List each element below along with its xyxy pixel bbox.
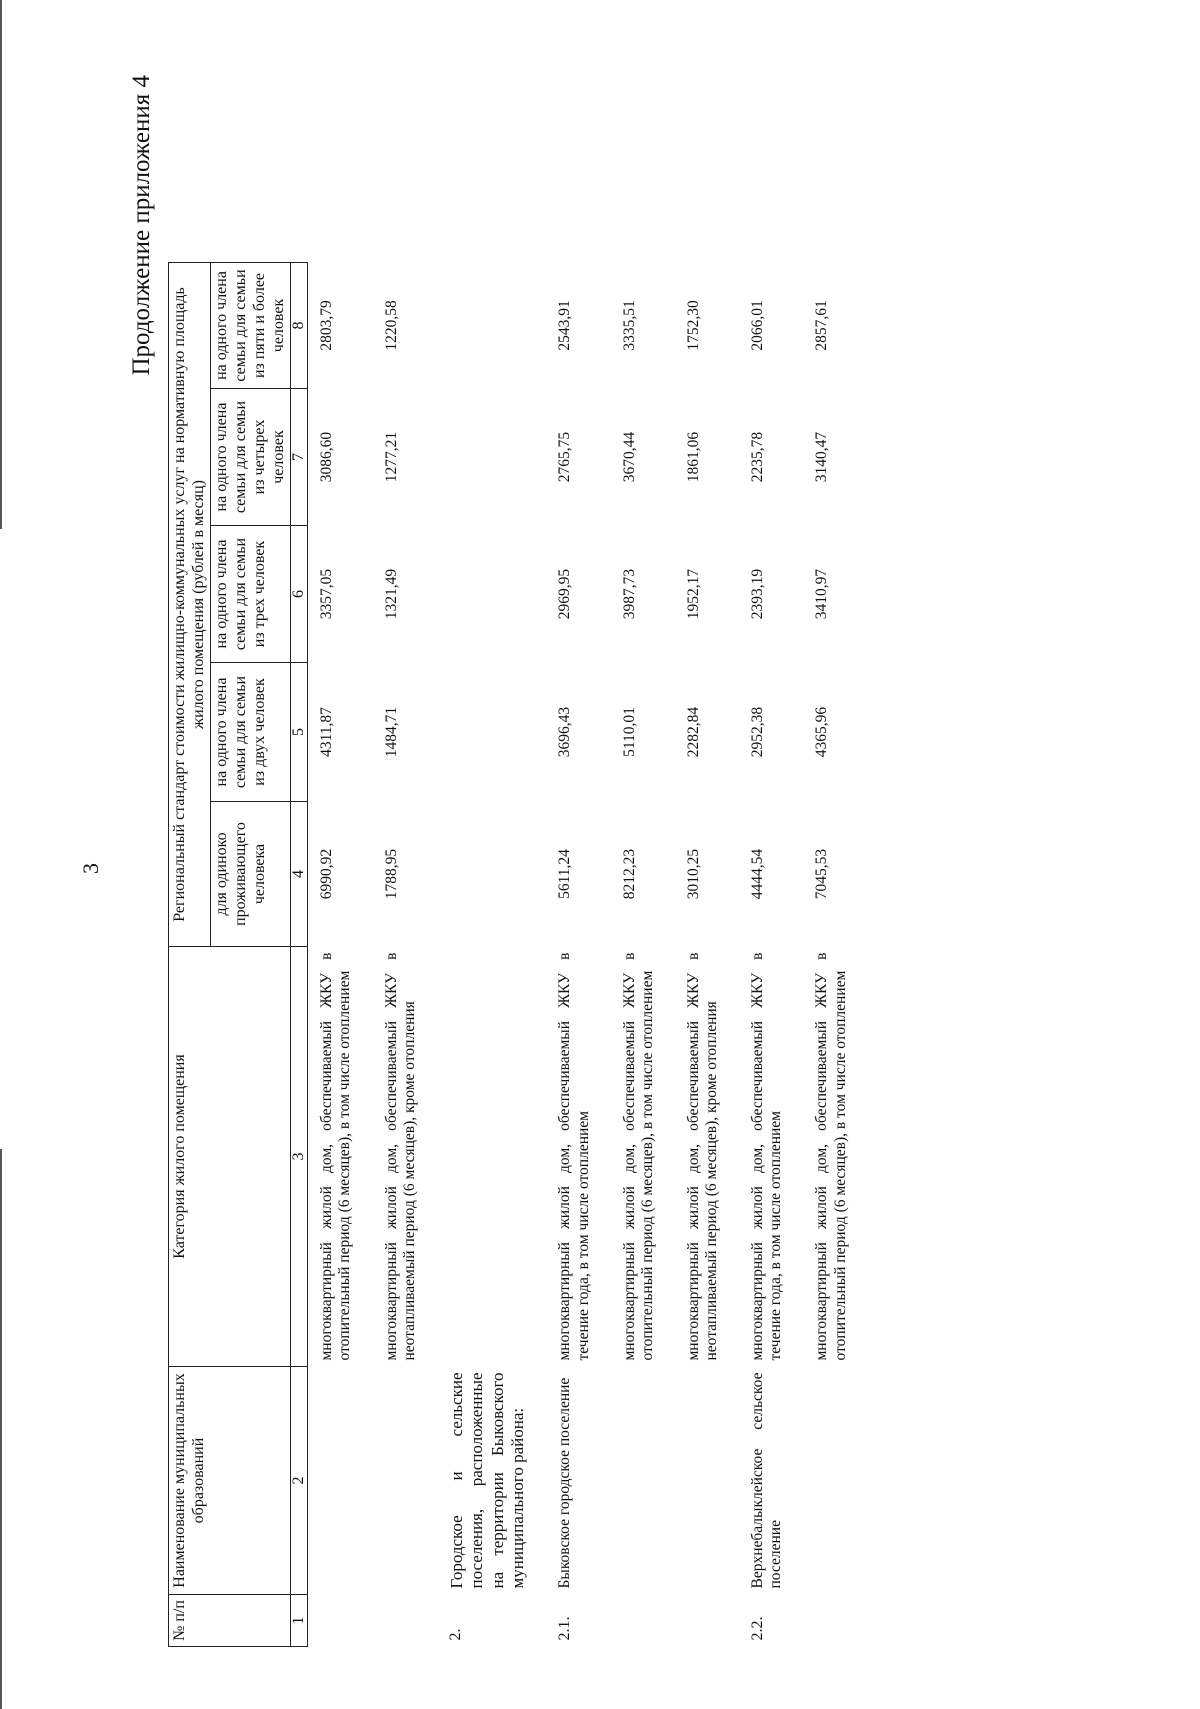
header-sub-four: на одного члена семьи для семьи из четырех человек xyxy=(211,389,291,526)
category-text xyxy=(437,947,547,1367)
page-number: 3 xyxy=(78,863,103,874)
value-two: 3696,43 xyxy=(556,706,574,758)
table-row xyxy=(611,66,675,1646)
value-five: 3335,51 xyxy=(620,300,638,351)
value-single: 8212,23 xyxy=(620,848,638,900)
row-number xyxy=(675,1595,739,1647)
value-two: 5110,01 xyxy=(620,707,638,757)
value-single: 5611,24 xyxy=(556,849,574,899)
municipality-name xyxy=(675,1367,739,1595)
header-standard-group: Региональный стандарт стоимости жилищно-коммунальных услуг на нормативную площадь жилого помещения (рублей в месяц) xyxy=(169,262,211,946)
standards-table xyxy=(168,66,868,1647)
row-number xyxy=(308,1595,373,1647)
table-row xyxy=(437,66,547,1646)
value-three: 2969,95 xyxy=(556,568,574,620)
header-sub-two: на одного члена семьи для семьи из двух человек xyxy=(211,663,291,802)
value-five xyxy=(437,262,547,388)
value-three: 3410,97 xyxy=(813,568,831,620)
header-sub-five: на одного члена семьи для семьи из пяти и более человек xyxy=(211,262,291,388)
column-number: 1 xyxy=(291,1595,308,1647)
municipality-name xyxy=(803,1367,867,1595)
scan-edge-line xyxy=(0,0,2,529)
scan-edge-line xyxy=(0,1149,2,1709)
value-two: 4365,96 xyxy=(813,706,831,758)
value-four: 1861,06 xyxy=(684,431,702,483)
value-five: 2857,61 xyxy=(813,300,831,351)
value-four: 3140,47 xyxy=(813,431,831,483)
value-three: 1952,17 xyxy=(684,568,702,620)
value-two: 4311,87 xyxy=(318,707,336,757)
column-number: 3 xyxy=(291,947,308,1367)
row-number: 2.1. xyxy=(556,1616,574,1641)
value-five: 2543,91 xyxy=(556,300,574,351)
value-two: 2952,38 xyxy=(749,706,767,758)
column-number: 8 xyxy=(291,262,308,388)
header-sub-single: для одиноко проживающего человека xyxy=(211,802,291,947)
value-five: 1220,58 xyxy=(382,300,400,351)
municipality-name: Верхнебалыклейское сельское поселение xyxy=(749,1372,785,1589)
column-number: 7 xyxy=(291,389,308,526)
value-single xyxy=(437,802,547,947)
header-category: Категория жилого помещения xyxy=(169,947,291,1367)
table-row xyxy=(803,66,867,1646)
value-five: 2066,01 xyxy=(749,300,767,351)
category-text: многоквартирный жилой дом, обеспечиваемый ЖКУ в неотапливаемый период (6 месяцев), кроме отопления xyxy=(684,952,720,1361)
municipality-name: Быковское городское поселение xyxy=(556,1377,574,1589)
table-row xyxy=(546,66,610,1646)
value-three xyxy=(437,526,547,663)
category-text: многоквартирный жилой дом, обеспечиваемый ЖКУ в отопительный период (6 месяцев), в том числе отоплением xyxy=(620,952,656,1361)
column-number: 6 xyxy=(291,526,308,663)
table-row xyxy=(308,66,373,1646)
municipality-name xyxy=(373,1367,437,1595)
value-single: 3010,25 xyxy=(684,848,702,900)
row-number xyxy=(611,1595,675,1647)
continuation-title: Продолжение приложения 4 xyxy=(128,75,155,376)
header-sub-three: на одного члена семьи для семьи из трех человек xyxy=(211,526,291,663)
value-three: 3987,73 xyxy=(620,568,638,620)
row-number xyxy=(373,1595,437,1647)
table-row xyxy=(675,66,739,1646)
value-single: 1788,95 xyxy=(382,848,400,900)
category-text: многоквартирный жилой дом, обеспечиваемый ЖКУ в течение года, в том числе отоплением xyxy=(556,952,592,1361)
value-four xyxy=(437,389,547,526)
column-number: 4 xyxy=(291,802,308,947)
value-four: 2765,75 xyxy=(556,431,574,483)
municipality-name xyxy=(308,1367,373,1595)
value-three: 2393,19 xyxy=(749,568,767,620)
header-municipality: Наименование муниципальных образований xyxy=(169,1367,291,1595)
category-text: многоквартирный жилой дом, обеспечиваемый ЖКУ в течение года, в том числе отоплением xyxy=(749,952,785,1361)
category-text: многоквартирный жилой дом, обеспечиваемый ЖКУ в отопительный период (6 месяцев), в том числе отоплением xyxy=(813,952,849,1361)
value-four: 1277,21 xyxy=(382,431,400,483)
value-three: 3357,05 xyxy=(318,568,336,620)
category-text: многоквартирный жилой дом, обеспечиваемый ЖКУ в отопительный период (6 месяцев), в том числе отоплением xyxy=(318,952,354,1361)
value-five: 1752,30 xyxy=(684,300,702,351)
value-single: 7045,53 xyxy=(813,848,831,900)
value-four: 3670,44 xyxy=(620,431,638,483)
value-two: 2282,84 xyxy=(684,706,702,758)
table-row xyxy=(373,66,437,1646)
value-two xyxy=(437,663,547,802)
value-four: 3086,60 xyxy=(318,431,336,483)
table-row xyxy=(739,66,803,1646)
header-num: № п/п xyxy=(169,1595,291,1647)
row-number xyxy=(803,1595,867,1647)
value-single: 6990,92 xyxy=(318,848,336,900)
column-number: 5 xyxy=(291,663,308,802)
value-five: 2803,79 xyxy=(318,300,336,351)
value-three: 1321,49 xyxy=(382,568,400,620)
header-spacer xyxy=(169,66,308,262)
value-four: 2235,78 xyxy=(749,431,767,483)
column-number: 2 xyxy=(291,1367,308,1595)
row-number: 2. xyxy=(446,1628,464,1641)
category-text: многоквартирный жилой дом, обеспечиваемый ЖКУ в неотапливаемый период (6 месяцев), кроме отопления xyxy=(382,952,418,1361)
municipality-group-title: Городское и сельские поселения, расположенные на территории Быковского муниципального района: xyxy=(446,1372,527,1589)
municipality-name xyxy=(611,1367,675,1595)
value-two: 1484,71 xyxy=(382,706,400,758)
value-single: 4444,54 xyxy=(749,848,767,900)
row-number: 2.2. xyxy=(749,1616,767,1641)
